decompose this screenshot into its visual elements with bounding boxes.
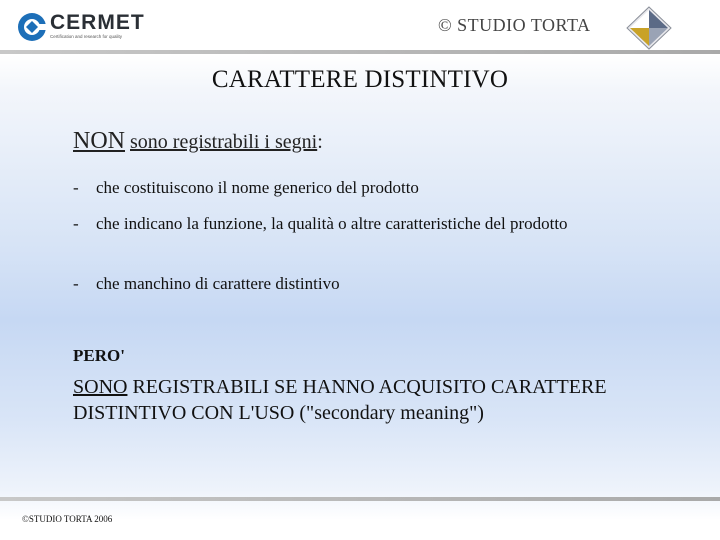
closing-underlined: SONO <box>73 376 128 398</box>
bullet-item <box>73 177 616 199</box>
logo-tagline: Certification and research for quality <box>50 34 123 39</box>
bullet-dash: - <box>73 178 79 197</box>
bullet-text: che costituiscono il nome generico del prodotto <box>96 178 419 197</box>
closing-rest: REGISTRABILI SE HANNO ACQUISITO CARATTERE DISTINTIVO CON L'USO ("secondary meaning") <box>73 376 607 424</box>
studio-torta-emblem-icon <box>626 6 672 50</box>
cermet-circle-icon <box>16 11 48 43</box>
intro-prefix: NON <box>73 128 125 154</box>
intro-line <box>73 128 323 155</box>
closing-statement <box>73 374 683 426</box>
slide-title: CARATTERE DISTINTIVO <box>211 66 509 93</box>
header-divider <box>0 50 720 54</box>
footer-text: ©STUDIO TORTA 2006 <box>22 514 113 524</box>
header <box>0 0 720 54</box>
intro-suffix: : <box>317 131 323 153</box>
bullet-text: che manchino di carattere distintivo <box>96 274 340 293</box>
bullet-item <box>73 213 586 235</box>
bullet-dash: - <box>73 274 79 293</box>
footer-divider <box>0 497 720 501</box>
logo-word: CERMET <box>50 11 145 34</box>
bullet-item <box>73 273 616 295</box>
intro-underlined: sono registrabili i segni <box>130 131 318 153</box>
studio-label: © STUDIO TORTA <box>438 15 591 35</box>
cermet-logo <box>16 9 145 45</box>
bullet-text: che indicano la funzione, la qualità o altre caratteristiche del prodotto <box>96 214 568 233</box>
bullet-dash: - <box>73 214 79 233</box>
pero-label: PERO' <box>73 346 125 365</box>
